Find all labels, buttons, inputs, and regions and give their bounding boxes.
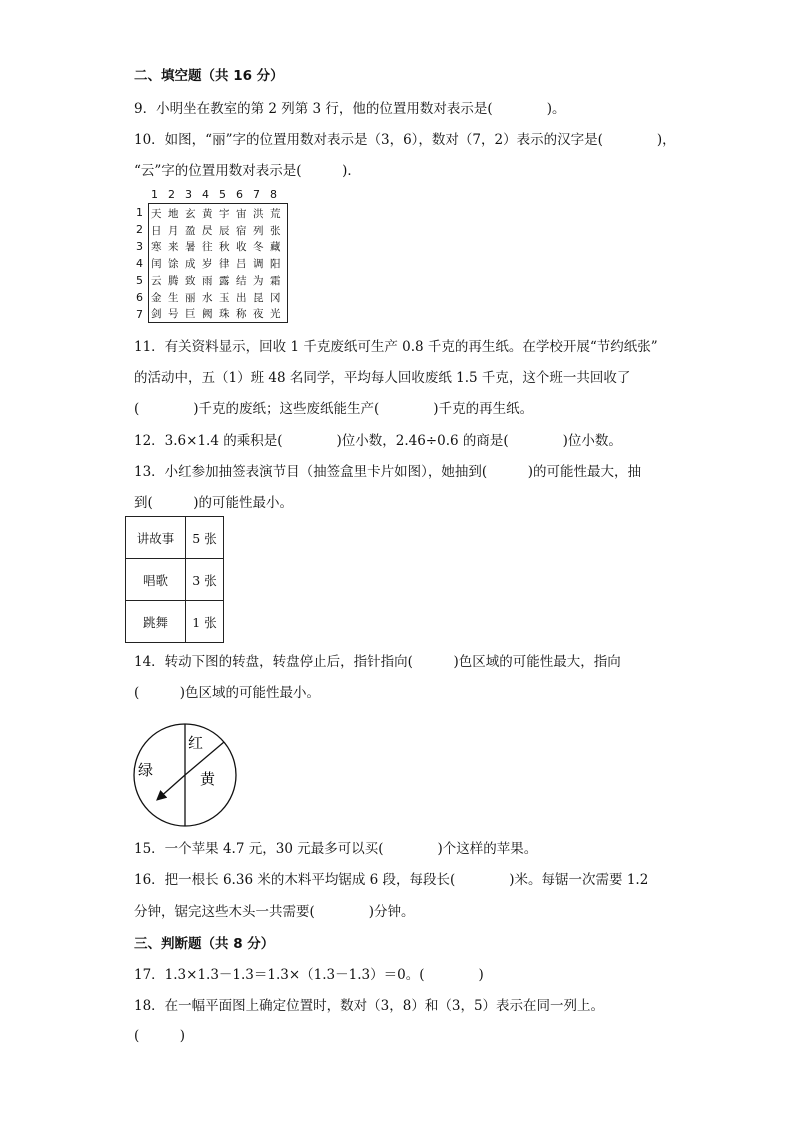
- grid-character: 露: [219, 274, 230, 287]
- grid-character: 成: [185, 258, 196, 271]
- grid-character: 暑: [185, 241, 196, 254]
- grid-character: 秋: [219, 241, 230, 254]
- grid-character: 日: [151, 224, 162, 237]
- grid-character: 荒: [270, 208, 281, 220]
- grid-character: 宿: [236, 224, 247, 237]
- grid-row-label: 2: [136, 223, 143, 236]
- character-grid-box: [148, 203, 288, 323]
- question-14-line-1: 14．转动下图的转盘，转盘停止后，指针指向( )色区域的可能性最大，指向: [134, 654, 621, 670]
- grid-character: 夜: [253, 308, 264, 321]
- grid-character: 黄: [202, 208, 213, 220]
- grid-character: 雨: [202, 274, 213, 287]
- grid-row-label: 5: [136, 274, 143, 287]
- question-17: 17．1.3×1.3－1.3＝1.3×（1.3－1.3）＝0。( ): [134, 967, 484, 983]
- spinner-diagram: [132, 722, 242, 832]
- grid-character: 云: [151, 274, 162, 287]
- grid-character: 洪: [253, 208, 264, 220]
- grid-character: 地: [168, 208, 179, 220]
- grid-character: 辰: [219, 224, 230, 237]
- grid-character: 宇: [219, 208, 230, 220]
- spinner-label-red: 红: [188, 734, 204, 752]
- grid-character: 珠: [219, 308, 230, 321]
- grid-character: 腾: [168, 274, 179, 287]
- spinner-label-yellow: 黄: [200, 770, 216, 788]
- grid-character: 剑: [151, 308, 162, 321]
- grid-character: 列: [253, 224, 264, 237]
- question-13-line-2: 到( )的可能性最小。: [134, 495, 294, 511]
- grid-character: 昃: [202, 224, 213, 237]
- spinner-label-green: 绿: [138, 761, 154, 779]
- question-16-line-1: 16．把一根长 6.36 米的木料平均锯成 6 段，每段长( )米。每锯一次需要 1.2: [134, 872, 649, 888]
- grid-character: 岁: [202, 258, 213, 271]
- grid-character: 藏: [270, 241, 281, 254]
- table-row: [126, 517, 224, 559]
- table-row: [126, 601, 224, 643]
- grid-col-label: 6: [236, 188, 243, 201]
- grid-col-label: 4: [202, 188, 209, 201]
- grid-character: 为: [253, 274, 264, 287]
- question-13-line-1: 13．小红参加抽签表演节目（抽签盒里卡片如图），她抽到( )的可能性最大，抽: [134, 464, 641, 480]
- section-title-fill-blank: 二、填空题（共 16 分）: [134, 68, 284, 84]
- question-9: 9．小明坐在教室的第 2 列第 3 行，他的位置用数对表示是( )。: [134, 101, 566, 117]
- grid-character: 宙: [236, 208, 247, 220]
- question-12: 12．3.6×1.4 的乘积是( )位小数，2.46÷0.6 的商是( )位小数。: [134, 433, 622, 449]
- grid-character: 吕: [236, 258, 247, 271]
- grid-col-label: 2: [168, 188, 175, 201]
- grid-character: 馀: [168, 258, 179, 271]
- card-count: 3 张: [186, 559, 224, 601]
- grid-col-label: 7: [253, 188, 260, 201]
- spinner-pointer-arrow: [158, 775, 185, 799]
- grid-row-label: 4: [136, 257, 143, 270]
- grid-character: 光: [270, 308, 281, 321]
- grid-character: 丽: [185, 291, 196, 304]
- grid-row-label: 6: [136, 291, 143, 304]
- grid-character: 调: [253, 258, 264, 271]
- question-18-line-1: 18．在一幅平面图上确定位置时，数对（3，8）和（3，5）表示在同一列上。: [134, 998, 605, 1014]
- grid-row-label: 1: [136, 206, 143, 219]
- grid-character: 巨: [185, 308, 196, 321]
- grid-character: 出: [236, 291, 247, 304]
- grid-row-label: 3: [136, 240, 143, 253]
- grid-character: 玉: [219, 291, 230, 304]
- grid-col-label: 5: [219, 188, 226, 201]
- grid-character: 律: [219, 258, 230, 271]
- lottery-card-table: [125, 516, 224, 643]
- grid-col-label: 8: [270, 188, 277, 201]
- grid-character: 张: [270, 224, 281, 237]
- grid-character: 冬: [253, 241, 264, 254]
- question-11-line-2: 的活动中，五（1）班 48 名同学，平均每人回收废纸 1.5 千克，这个班一共回收了: [134, 370, 631, 386]
- grid-character: 来: [168, 241, 179, 254]
- table-row: [126, 559, 224, 601]
- grid-character: 昆: [253, 291, 264, 304]
- grid-character: 冈: [270, 291, 281, 304]
- question-15: 15．一个苹果 4.7 元，30 元最多可以买( )个这样的苹果。: [134, 841, 538, 857]
- card-count: 1 张: [186, 601, 224, 643]
- question-16-line-2: 分钟，锯完这些木头一共需要( )分钟。: [134, 904, 415, 920]
- grid-character: 水: [202, 291, 213, 304]
- question-10-line-1: 10．如图，“丽”字的位置用数对表示是（3，6），数对（7，2）表示的汉字是( )，: [134, 132, 676, 148]
- section-title-judge: 三、判断题（共 8 分）: [134, 936, 275, 952]
- grid-row-label: 7: [136, 308, 143, 321]
- grid-character: 玄: [185, 208, 196, 220]
- card-name: 讲故事: [126, 517, 186, 559]
- grid-character: 霜: [270, 274, 281, 287]
- grid-character: 天: [151, 208, 162, 220]
- grid-character: 号: [168, 308, 179, 321]
- card-name: 唱歌: [126, 559, 186, 601]
- grid-character: 金: [151, 291, 162, 304]
- grid-character: 月: [168, 224, 179, 237]
- card-name: 跳舞: [126, 601, 186, 643]
- question-14-line-2: ( )色区域的可能性最小。: [134, 685, 321, 701]
- grid-character: 致: [185, 274, 196, 287]
- question-10-line-2: “云”字的位置用数对表示是( )．: [134, 163, 361, 179]
- grid-character: 闰: [151, 258, 162, 271]
- grid-character: 阙: [202, 308, 213, 321]
- grid-character: 称: [236, 308, 247, 321]
- grid-character: 生: [168, 291, 179, 304]
- grid-character: 收: [236, 241, 247, 254]
- grid-character: 盈: [185, 224, 196, 237]
- card-count: 5 张: [186, 517, 224, 559]
- question-11-line-1: 11．有关资料显示，回收 1 千克废纸可生产 0.8 千克的再生纸。在学校开展“节约纸张”: [134, 339, 658, 355]
- grid-character: 阳: [270, 258, 281, 271]
- grid-character: 寒: [151, 241, 162, 254]
- question-18-line-2: ( ): [134, 1028, 186, 1044]
- grid-col-label: 1: [151, 188, 158, 201]
- grid-character: 结: [236, 274, 247, 287]
- grid-character: 往: [202, 241, 213, 254]
- grid-col-label: 3: [185, 188, 192, 201]
- question-11-line-3: ( )千克的废纸；这些废纸能生产( )千克的再生纸。: [134, 401, 534, 417]
